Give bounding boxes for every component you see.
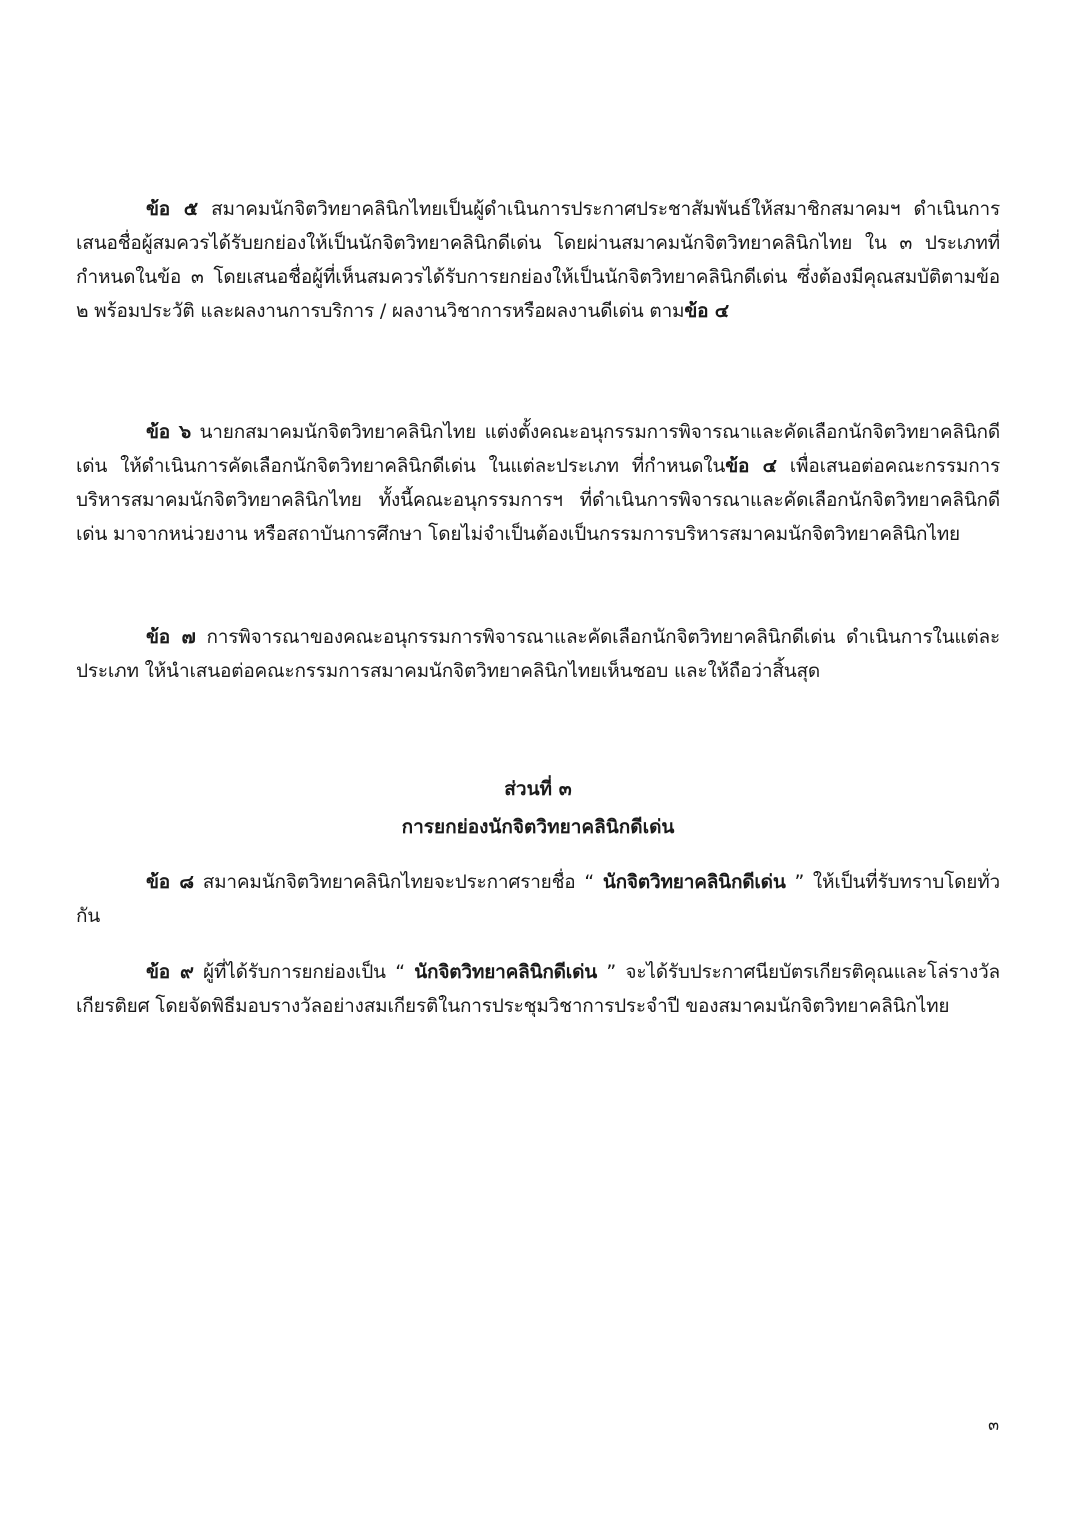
clause-7-text: การพิจารณาของคณะอนุกรรมการพิจารณาและคัดเลือกนักจิตวิทยาคลินิกดีเด่น ดำเนินการในแต่ละประเภท ให้นำเสนอต่อคณะกรรมการสมาคมนักจิตวิทยาคลินิกไทยเห็นชอบ และให้ถือว่าสิ้นสุด: [76, 626, 1000, 682]
section-number: ส่วนที่ ๓: [504, 778, 572, 800]
clause-6: [76, 415, 1000, 551]
clause-8-label: ข้อ ๘: [146, 871, 194, 893]
clause-9-label: ข้อ ๙: [146, 961, 194, 983]
clause-7-label: ข้อ ๗: [146, 626, 196, 648]
clause-6-text-1: นายกสมาคมนักจิตวิทยาคลินิกไทย แต่งตั้งคณะอนุกรรมการพิจารณาและคัดเลือกนักจิตวิทยาคลินิกดีเด่น ให้ดำเนินการคัดเลือกนักจิตวิทยาคลินิกดีเด่น ในแต่ละประเภท ที่กำหนดใน: [76, 421, 1000, 477]
clause-8-text-2: ” ให้เป็นที่รับทราบโดยทั่วกัน: [76, 871, 1000, 927]
clause-5-ref: ข้อ ๔: [684, 300, 729, 322]
clause-5-label: ข้อ ๕: [146, 198, 198, 220]
clause-6-ref: ข้อ ๔: [725, 455, 777, 477]
clause-7: [76, 620, 1000, 688]
clause-9-text-2: ” จะได้รับประกาศนียบัตรเกียรติคุณและโล่รางวัลเกียรติยศ โดยจัดพิธีมอบรางวัลอย่างสมเกียรติในการประชุมวิชาการประจำปี ของสมาคมนักจิตวิทยาคลินิกไทย: [76, 961, 1000, 1017]
clause-8: [76, 865, 1000, 933]
clause-8-text-1: สมาคมนักจิตวิทยาคลินิกไทยจะประกาศรายชื่อ “: [193, 871, 603, 893]
clause-6-text-2: เพื่อเสนอต่อคณะกรรมการบริหารสมาคมนักจิตวิทยาคลินิกไทย ทั้งนี้คณะอนุกรรมการฯ ที่ดำเนินการพิจารณาและคัดเลือกนักจิตวิทยาคลินิกดีเด่น มาจากหน่วยงาน หรือสถาบันการศึกษา โดยไม่จำเป็นต้องเป็นกรรมการบริหารสมาคมนักจิตวิทยาคลินิกไทย: [76, 455, 1000, 545]
clause-8-highlight: นักจิตวิทยาคลินิกดีเด่น: [602, 871, 786, 893]
clause-6-label: ข้อ ๖: [146, 421, 191, 443]
clause-5: [76, 192, 1000, 328]
clause-9-highlight: นักจิตวิทยาคลินิกดีเด่น: [414, 961, 598, 983]
clause-5-text: สมาคมนักจิตวิทยาคลินิกไทยเป็นผู้ดำเนินการประกาศประชาสัมพันธ์ให้สมาชิกสมาคมฯ ดำเนินการเสนอชื่อผู้สมควรได้รับยกย่องให้เป็นนักจิตวิทยาคลินิกดีเด่น โดยผ่านสมาคมนักจิตวิทยาคลินิกไทย ใน ๓ ประเภทที่กำหนดในข้อ ๓ โดยเสนอชื่อผู้ที่เห็นสมควรได้รับการยกย่องให้เป็นนักจิตวิทยาคลินิกดีเด่น ซึ่งต้องมีคุณสมบัติตามข้อ ๒ พร้อมประวัติ และผลงานการบริการ / ผลงานวิชาการหรือผลงานดีเด่น ตาม: [76, 198, 1000, 322]
page-number: ๓: [988, 1415, 999, 1434]
clause-9: [76, 955, 1000, 1023]
clause-9-text-1: ผู้ที่ได้รับการยกย่องเป็น “: [193, 961, 415, 983]
section-title: การยกย่องนักจิตวิทยาคลินิกดีเด่น: [401, 816, 675, 838]
